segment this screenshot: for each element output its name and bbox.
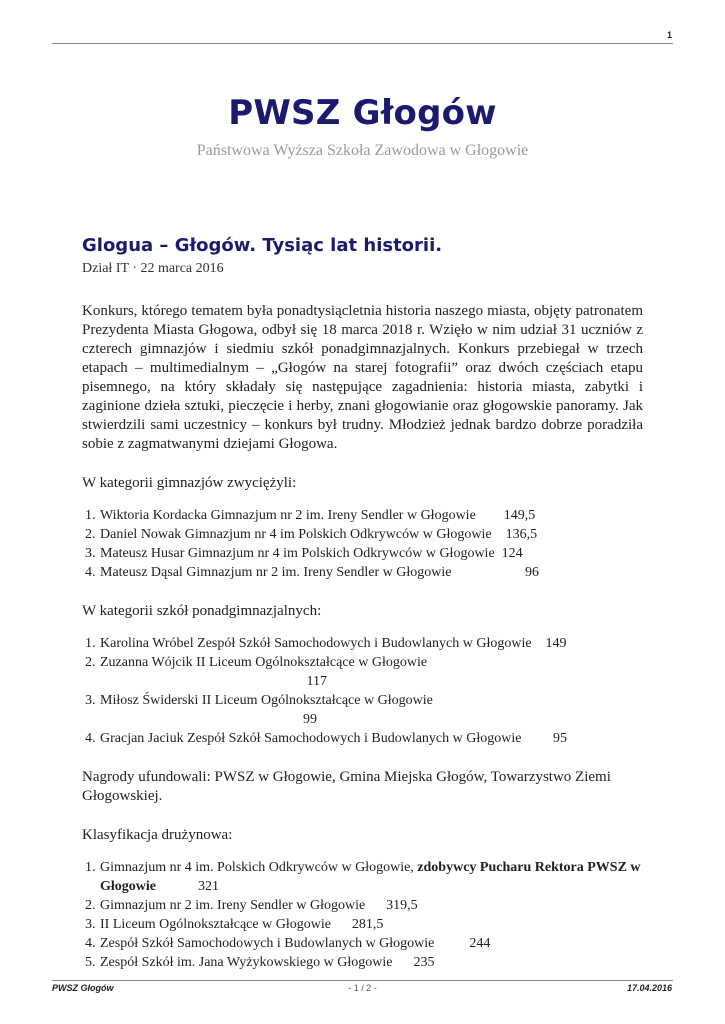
list-item <box>99 691 643 729</box>
entry-text: II Liceum Ogólnokształcące w Głogowie <box>100 917 331 932</box>
list-item <box>99 915 643 934</box>
entry-text: Miłosz Świderski II Liceum Ogólnokształcące w Głogowie <box>100 693 433 708</box>
entry-score: 149,5 <box>503 508 536 523</box>
footer-page: - 1 / 2 - <box>348 983 377 993</box>
entry-text: Zuzanna Wójcik II Liceum Ogólnokształcące w Głogowie <box>100 655 428 670</box>
entry-score: 321 <box>198 879 219 894</box>
entry-text: Gracjan Jaciuk Zespół Szkół Samochodowych i Budowlanych w Głogowie <box>100 731 522 746</box>
list-item <box>99 563 643 582</box>
entry-score: 95 <box>552 731 567 746</box>
intro-paragraph: Konkurs, którego tematem była ponadtysiącletnia historia naszego miasta, objęty patronatem Prezydenta Miasta Głogowa, odbył się 18 marca 2018 r. Wzięło w nim udział 31 uczniów z czterech gimnazjów i siedmiu szkół ponadgimnazjalnych. Konkurs przebiegał w trzech etapach – multimedialnym – „Głogów na starej fotografii” oraz dwóch częściach etapu pisemnego, na który składały się następujące zagadnienia: historia miasta, zabytki i zaginione dzieła sztuki, pieczęcie i herby, znani głogowianie oraz głogowskie panoramy. Jak stwierdzili sami uczestnicy – konkurs był trudny. Młodzież jednak bardzo dobrze poradziła sobie z zagmatwanymi dziejami Głogowa. <box>82 303 643 452</box>
site-subtitle: Państwowa Wyższa Szkoła Zawodowa w Głogowie <box>196 142 529 159</box>
gimnazja-heading: W kategorii gimnazjów zwyciężyli: <box>82 475 297 491</box>
entry-text: Zespół Szkół Samochodowych i Budowlanych w Głogowie <box>100 936 435 951</box>
header-rule <box>52 43 673 44</box>
entry-score: 235 <box>413 955 435 970</box>
ponad-list <box>82 634 643 748</box>
entry-text: Karolina Wróbel Zespół Szkół Samochodowych i Budowlanych w Głogowie <box>100 636 532 651</box>
entry-score: 96 <box>524 565 539 580</box>
entry-score: 117 <box>306 674 327 689</box>
list-item <box>99 896 643 915</box>
entry-text: Wiktoria Kordacka Gimnazjum nr 2 im. Ireny Sendler w Głogowie <box>100 508 476 523</box>
footer-rule <box>52 980 673 981</box>
team-list <box>82 858 643 972</box>
article-meta: Dział IT · 22 marca 2016 <box>82 261 224 276</box>
article-title[interactable]: Glogua – Głogów. Tysiąc lat historii. <box>82 235 443 256</box>
entry-score: 281,5 <box>351 917 384 932</box>
entry-text: Mateusz Husar Gimnazjum nr 4 im Polskich Odkrywców w Głogowie <box>100 546 495 561</box>
entry-award: zdobywcy Pucharu Rektora PWSZ w Głogowie <box>100 860 641 894</box>
entry-text: Daniel Nowak Gimnazjum nr 4 im Polskich Odkrywców w Głogowie <box>100 527 492 542</box>
list-item <box>99 934 643 953</box>
entry-text: Gimnazjum nr 4 im. Polskich Odkrywców w Głogowie, <box>100 860 418 875</box>
entry-text: Gimnazjum nr 2 im. Ireny Sendler w Głogowie <box>100 898 366 913</box>
list-item <box>99 858 643 896</box>
ponad-heading: W kategorii szkół ponadgimnazjalnych: <box>82 603 322 619</box>
article-body <box>82 302 643 972</box>
entry-text: Zespół Szkół im. Jana Wyżykowskiego w Głogowie <box>100 955 393 970</box>
list-item <box>99 525 643 544</box>
entry-score: 319,5 <box>386 898 418 913</box>
gimnazja-list <box>82 506 643 582</box>
list-item <box>99 953 643 972</box>
entry-score: 124 <box>501 546 523 561</box>
list-item <box>99 653 643 691</box>
entry-score: 136,5 <box>505 527 538 542</box>
entry-score: 244 <box>469 936 491 951</box>
list-item <box>99 544 643 563</box>
sponsors-paragraph: Nagrody ufundowali: PWSZ w Głogowie, Gmina Miejska Głogów, Towarzystwo Ziemi Głogowskiej. <box>82 769 611 804</box>
list-item <box>99 729 643 748</box>
list-item <box>99 634 643 653</box>
site-title[interactable]: PWSZ Głogów <box>228 93 497 133</box>
entry-text: Mateusz Dąsal Gimnazjum nr 2 im. Ireny Sendler w Głogowie <box>100 565 452 580</box>
entry-score: 149 <box>545 636 567 651</box>
footer-site: PWSZ Głogów <box>52 983 114 993</box>
footer-date: 17.04.2016 <box>626 983 672 993</box>
team-heading: Klasyfikacja drużynowa: <box>82 827 233 843</box>
page-number: 1 <box>666 30 672 40</box>
list-item <box>99 506 643 525</box>
entry-score: 99 <box>303 712 317 727</box>
